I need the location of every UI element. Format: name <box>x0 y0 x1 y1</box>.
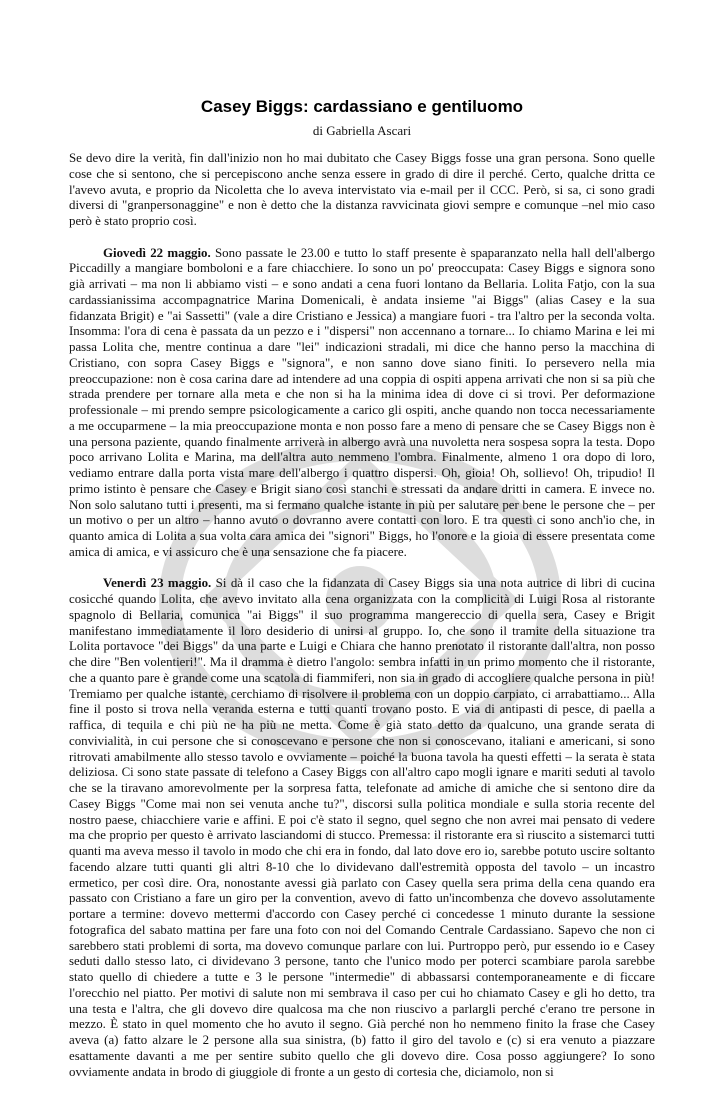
article-body <box>69 151 655 1096</box>
paragraph-text: Si dà il caso che la fidanzata di Casey Biggs sia una nota autrice di libri di cucina cosicché quando Lolita, che avevo invitato alla cena organizzata con la complicità di Luigi Rosa al ristorante spagnolo di Bellaria, comunica "ai Biggs" il suo programma mangereccio di quella sera, Casey e Brigit manifestano immediatamente il loro desiderio di unirsi al gruppo. Io, che sono il tramite della situazione tra Lolita portavoce "dei Biggs" da una parte e Luigi e Chiara che hanno prenotato il ristorante dall'altra, non posso che dire "Ben volentieri!". Ma il dramma è dietro l'angolo: sembra infatti in un primo momento che il ristorante, che a quanto pare è grande come una scatola di fiammiferi, non sia in grado di accogliere qualche persona in più! Tremiamo per qualche istante, cerchiamo di risolvere il problema con un doppio carpiato, ci arrabattiamo... Alla fine il posto si trova nella veranda esterna e tutti quanti trovano posto. E via di antipasti di pesce, di paella a raffica, di tequila e chi più ne ha più ne metta. Come è già stato detto da qualcuno, una grande serata di convivialità, in cui persone che si conoscevano e persone che non si conoscevano, italiani e americani, si sono ritrovati amabilmente allo stesso tavolo e ovviamente – poiché la buona tavola ha questi effetti – la serata è stata deliziosa. Ci sono state passate di telefono a Casey Biggs con all'altro capo mogli ignare e mariti seduti al tavolo che se la tiravano amorevolmente per la sorpresa fatta, telefonate ad amiche di amiche che si sentono dire da Casey Biggs "Come mai non sei venuta anche tu?", discorsi sulla politica mondiale e sulla storia recente del nostro paese, chiacchiere varie e affini. E poi c'è stato il segno, quel segno che non avrei mai pensato di vedere ma che proprio per questo è arrivato lasciandomi di stucco. Premessa: il ristorante era sì riuscito a sistemarci tutti quanti ma aveva messo il tavolo in modo che chi era in fondo, dal lato dove ero io, sarebbe potuto uscire soltanto facendo alzare tutti quanti gli altri 8-10 che lo dividevano dall'estremità opposta del tavolo – un incastro ermetico, per così dire. Ora, nonostante avessi già parlato con Casey quella sera prima della cena quando era passato con Cristiano a fare un giro per la convention, avevo di fatto un'incombenza che dovevo assolutamente portare a termine: dovevo mettermi d'accordo con Casey perché ci concedesse 1 minuto durante la sessione fotografica del sabato mattina per fare una foto con noi del Comando Centrale Cardassiano. Sapevo che non ci sarebbero stati problemi di sorta, ma dovevo comunque parlare con lui. Purtroppo però, pur essendo io e Casey seduti dallo stesso lato, ci dividevano 3 persone, tanto che l'unico modo per poterci scambiare parola sarebbe stato quello di chiedere a tutte e 3 le persone "intermedie" di abbassarsi contemporaneamente e di ficcare l'orecchio nel piatto. Per motivi di salute non mi sembrava il caso per cui ho chiamato Casey e gli ho detto, tra una testa e l'altra, che gli dovevo dire qualcosa ma che non riuscivo a parlargli perché c'erano tre persone in mezzo. È stato in quel momento che ho avuto il segno. Già perché non ho nemmeno finito la frase che Casey aveva (a) fatto alzare le 2 persone alla sua sinistra, (b) fatto il giro del tavolo e (c) si era venuto a piazzare esattamente davanti a me per sentire subito quello che gli dovevo dire. Cosa posso aggiungere? Io sono ovviamente andata in brodo di giuggiole di fronte a un gesto di cortesia che, diciamolo, non si <box>69 576 655 1079</box>
paragraph-lead-date: Venerdì 23 maggio. <box>103 576 212 591</box>
paragraph-text: Sono passate le 23.00 e tutto lo staff presente è spaparanzato nella hall dell'albergo Piccadilly a mangiare bomboloni e a fare chiacchiere. Io sono un po' preoccupata: Casey Biggs e signora sono già arrivati – ma non li abbiamo visti – e sono andati a cena fuori lontano da Bellaria. Lolita Fatjo, con la sua cardassianissima accompagnatrice Marina Domenicali, è andata insieme "ai Biggs" (alias Casey e la sua fidanzata Brigit) e "ai Sassetti" (vale a dire Cristiano e Jessica) a mangiare fuori - tra l'altro per la seconda volta. Insomma: l'ora di cena è passata da un pezzo e i "dispersi" non accennano a tornare... Io chiamo Marina e lei mi passa Lolita che, mentre continua a dare "lei" indicazioni stradali, mi dice che hanno perso la macchina di Cristiano, con sopra Casey Biggs e "signora", e non sanno dove siano finiti. Io persevero nella mia preoccupazione: non è cosa carina dare ad intendere ad una coppia di ospiti appena arrivati che non si sa più che strada prendere per tornare alla meta e che non si ha la minima idea di dove ci si trovi. Per deformazione professionale – mi prendo sempre psicologicamente a carico gli ospiti, anche quando non tocca necessariamente a me occuparmene – la mia preoccupazione monta e non posso fare a meno di pensare che se Casey Biggs non è una persona paziente, quando finalmente arriverà in albergo avrà una nuvoletta nera sospesa sopra la testa. Dopo poco arrivano Lolita e Marina, ma dell'altra auto nemmeno l'ombra. Finalmente, almeno 1 ora dopo di loro, vediamo entrare dalla porta vista mare dell'albergo i quattro dispersi. Oh, gioia! Oh, sollievo! Oh, tripudio! Il primo istinto è pensare che Casey e Brigit siano così stanchi e stressati da andare dritti in camera. E invece no. Non solo salutano tutti i presenti, ma si fermano qualche istante in più per salutare per bene le persone che – per un motivo o per un altro – hanno avuto o dovranno avere contatti con loro. E tra questi ci sono anch'io che, in quanto amica di Lolita a sua volta cara amica dei "signori" Biggs, ho l'onore e la gioia di essere presentata come amica di amica, e vi assicuro che è una sensazione che fa piacere. <box>69 245 655 559</box>
paragraph-intro <box>69 151 655 230</box>
paragraph-giovedi <box>69 246 655 561</box>
article-title: Casey Biggs: cardassiano e gentiluomo <box>200 97 524 116</box>
article-byline: di Gabriella Ascari <box>312 123 412 138</box>
paragraph-lead-date: Giovedì 22 maggio. <box>103 245 211 260</box>
paragraph-text: Se devo dire la verità, fin dall'inizio non ho mai dubitato che Casey Biggs fosse una gran persona. Sono quelle cose che si sentono, che si percepiscono anche senza essere in grado di dire il perché. Certo, qualche dritta ce l'avevo avuta, e proprio da Nicoletta che lo aveva intervistato via e-mail per il CCC. Però, si sa, ci sono gradi diversi di "granpersonaggine" e non è detto che la distanza ravvicinata giovi sempre e comunque –nel mio caso però è stato proprio così. <box>69 151 655 228</box>
paragraph-venerdi <box>69 576 655 1080</box>
